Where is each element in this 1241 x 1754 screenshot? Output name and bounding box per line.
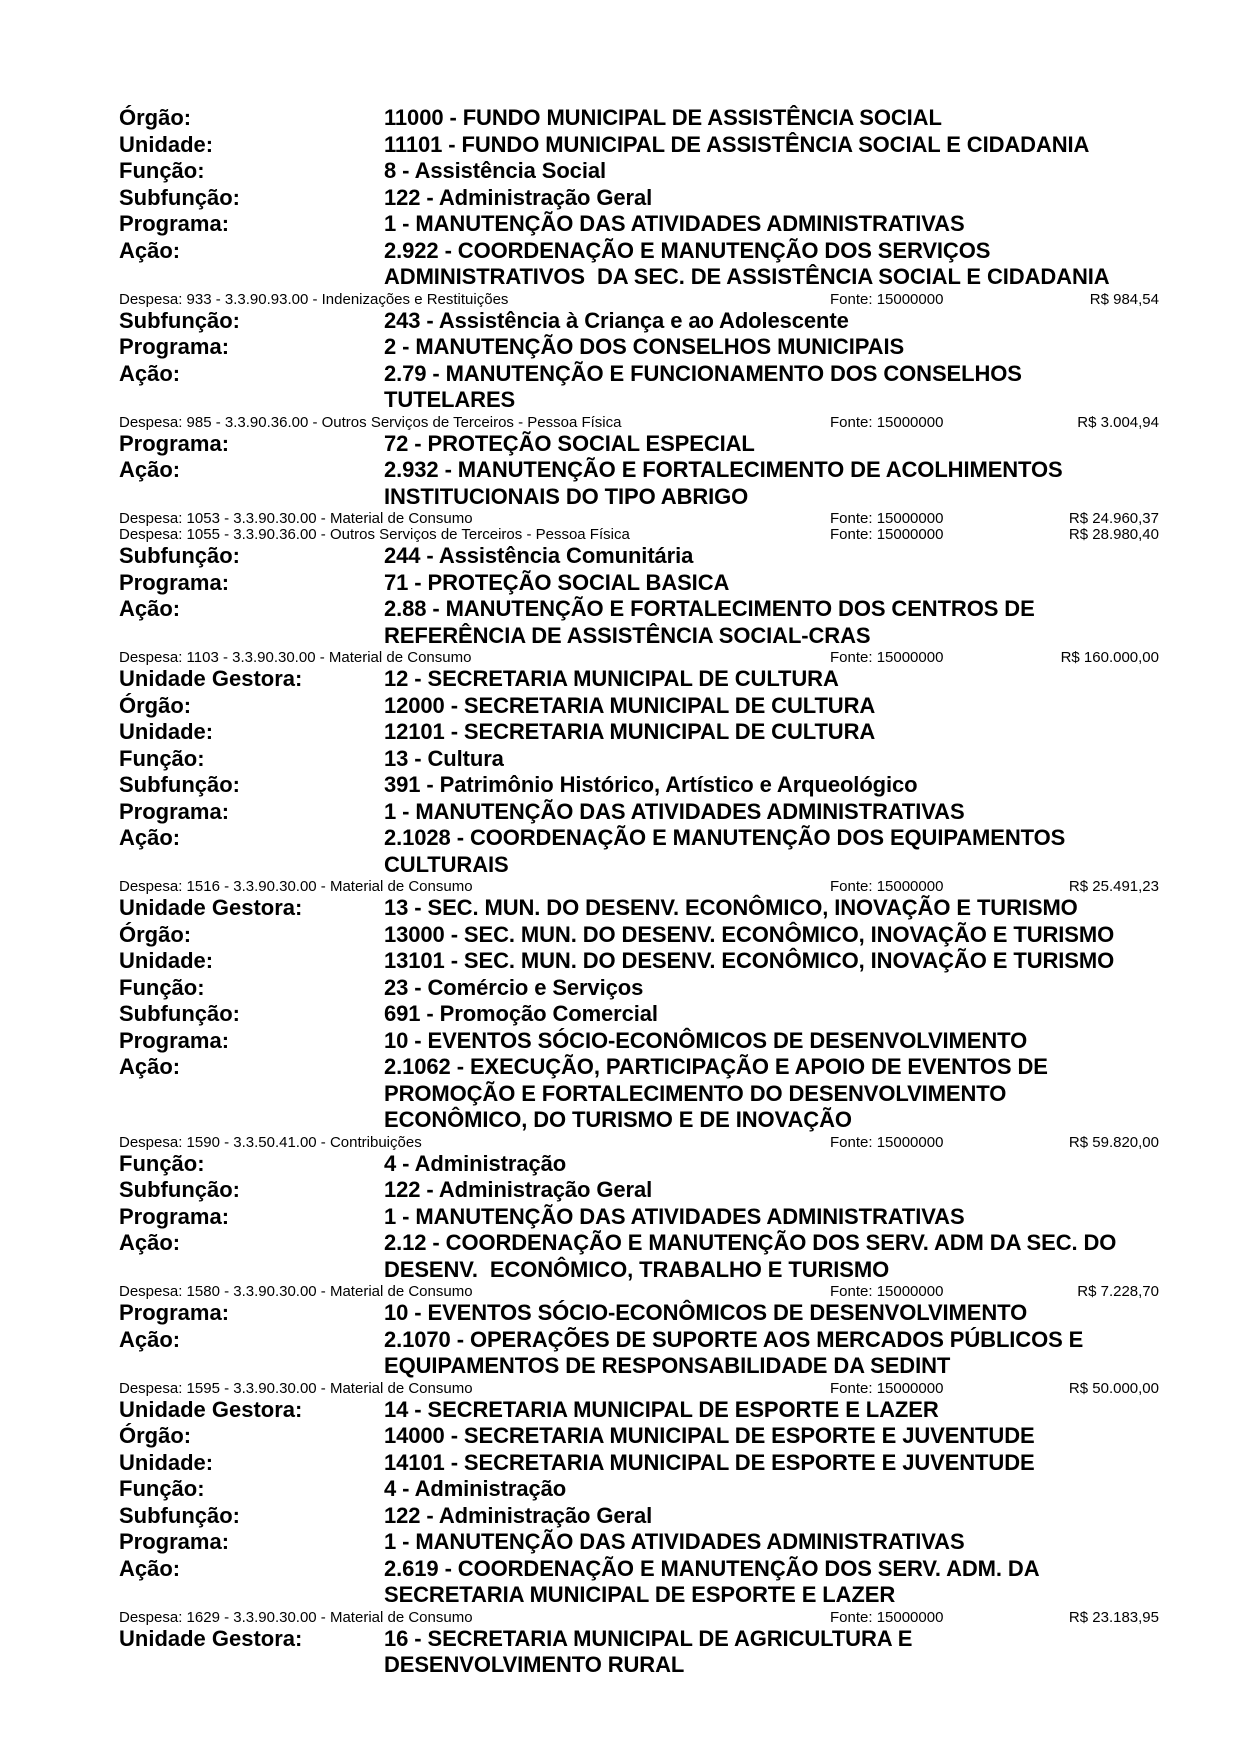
classification-row	[119, 1300, 1159, 1327]
expense-description: Despesa: 1580 - 3.3.90.30.00 - Material de Consumo	[119, 1284, 473, 1299]
classification-value: 10 - EVENTOS SÓCIO-ECONÔMICOS DE DESENVOLVIMENTO	[384, 1027, 1028, 1053]
classification-value: 13000 - SEC. MUN. DO DESENV. ECONÔMICO, INOVAÇÃO E TURISMO	[384, 921, 1115, 947]
classification-value: 13 - Cultura	[384, 745, 504, 771]
classification-label: Programa:	[119, 430, 230, 456]
classification-value: 391 - Patrimônio Histórico, Artístico e Arqueológico	[384, 772, 918, 797]
classification-label: Programa:	[119, 1027, 230, 1053]
classification-row	[119, 1028, 1159, 1055]
expense-amount: R$ 7.228,70	[1077, 1283, 1159, 1300]
classification-row	[119, 799, 1159, 826]
expense-amount: R$ 50.000,00	[1068, 1379, 1159, 1397]
classification-row	[119, 772, 1159, 799]
classification-value: 122 - Administração Geral	[384, 184, 653, 210]
classification-value: 10 - EVENTOS SÓCIO-ECONÔMICOS DE DESENVOLVIMENTO	[384, 1300, 1028, 1325]
classification-row	[119, 825, 1159, 878]
expense-amount: R$ 23.183,95	[1068, 1608, 1159, 1626]
expense-amount: R$ 28.980,40	[1068, 526, 1159, 543]
expense-source: Fonte: 15000000	[830, 290, 944, 308]
classification-value: 1 - MANUTENÇÃO DAS ATIVIDADES ADMINISTRATIVAS	[384, 1203, 965, 1229]
classification-value: 13101 - SEC. MUN. DO DESENV. ECONÔMICO, INOVAÇÃO E TURISMO	[384, 948, 1115, 973]
classification-label: Ação:	[119, 1230, 181, 1255]
classification-label: Subfunção:	[119, 1001, 240, 1026]
classification-value: 14101 - SECRETARIA MUNICIPAL DE ESPORTE E JUVENTUDE	[384, 1449, 1035, 1475]
classification-value: 12101 - SECRETARIA MUNICIPAL DE CULTURA	[384, 719, 876, 744]
classification-label: Ação:	[119, 825, 181, 850]
classification-row	[119, 719, 1159, 746]
classification-label: Subfunção:	[119, 1502, 240, 1528]
classification-row	[119, 543, 1159, 570]
classification-value: 2.922 - COORDENAÇÃO E MANUTENÇÃO DOS SERVIÇOS ADMINISTRATIVOS DA SEC. DE ASSISTÊNCIA SOCIAL E CIDADANIA	[384, 237, 1110, 289]
expense-source: Fonte: 15000000	[830, 1608, 944, 1626]
classification-row	[119, 1054, 1159, 1134]
classification-row	[119, 693, 1159, 720]
classification-row	[119, 570, 1159, 597]
expense-amount: R$ 25.491,23	[1068, 878, 1159, 895]
classification-row	[119, 895, 1159, 922]
classification-row	[119, 1327, 1159, 1380]
classification-row	[119, 596, 1159, 649]
expense-description: Despesa: 1590 - 3.3.50.41.00 - Contribuições	[119, 1134, 422, 1150]
classification-value: 1 - MANUTENÇÃO DAS ATIVIDADES ADMINISTRATIVAS	[384, 1529, 965, 1554]
classification-value: 2.88 - MANUTENÇÃO E FORTALECIMENTO DOS CENTROS DE REFERÊNCIA DE ASSISTÊNCIA SOCIAL-CRAS	[384, 596, 1035, 648]
classification-value: 23 - Comércio e Serviços	[384, 974, 644, 1000]
classification-label: Subfunção:	[119, 307, 240, 333]
classification-row	[119, 1450, 1159, 1477]
budget-document	[119, 105, 1159, 1679]
classification-label: Função:	[119, 1150, 205, 1176]
classification-value: 11101 - FUNDO MUNICIPAL DE ASSISTÊNCIA SOCIAL E CIDADANIA	[384, 131, 1090, 157]
classification-label: Função:	[119, 745, 205, 771]
classification-value: 11000 - FUNDO MUNICIPAL DE ASSISTÊNCIA SOCIAL	[384, 105, 942, 130]
classification-value: 2.12 - COORDENAÇÃO E MANUTENÇÃO DOS SERV. ADM DA SEC. DO DESENV. ECONÔMICO, TRABALHO E TURISMO	[384, 1230, 1117, 1282]
classification-label: Subfunção:	[119, 184, 240, 210]
classification-label: Unidade:	[119, 131, 214, 157]
classification-value: 2.1062 - EXECUÇÃO, PARTICIPAÇÃO E APOIO DE EVENTOS DE PROMOÇÃO E FORTALECIMENTO DO DESENVOLVIMENTO ECONÔMICO, DO TURISMO E DE INOVAÇÃO	[384, 1054, 1048, 1132]
classification-value: 14 - SECRETARIA MUNICIPAL DE ESPORTE E LAZER	[384, 1396, 939, 1422]
classification-value: 12000 - SECRETARIA MUNICIPAL DE CULTURA	[384, 692, 876, 718]
classification-label: Programa:	[119, 569, 230, 595]
expense-amount: R$ 59.820,00	[1068, 1133, 1159, 1151]
expense-description: Despesa: 1103 - 3.3.90.30.00 - Material de Consumo	[119, 650, 472, 665]
expense-source: Fonte: 15000000	[830, 526, 944, 543]
expense-source: Fonte: 15000000	[830, 1379, 944, 1397]
expense-row	[119, 415, 1159, 430]
classification-row	[119, 948, 1159, 975]
classification-label: Ação:	[119, 457, 181, 482]
classification-row	[119, 1503, 1159, 1530]
expense-description: Despesa: 985 - 3.3.90.36.00 - Outros Serviços de Terceiros - Pessoa Física	[119, 414, 622, 430]
classification-row	[119, 1626, 1159, 1679]
classification-row	[119, 746, 1159, 773]
classification-label: Subfunção:	[119, 772, 240, 797]
classification-value: 1 - MANUTENÇÃO DAS ATIVIDADES ADMINISTRATIVAS	[384, 211, 965, 236]
classification-label: Ação:	[119, 596, 181, 621]
classification-label: Unidade:	[119, 719, 214, 744]
classification-label: Programa:	[119, 1300, 230, 1325]
classification-value: 1 - MANUTENÇÃO DAS ATIVIDADES ADMINISTRATIVAS	[384, 798, 965, 824]
expense-source: Fonte: 15000000	[830, 1133, 944, 1151]
classification-label: Órgão:	[119, 105, 192, 130]
classification-value: 8 - Assistência Social	[384, 158, 606, 183]
classification-row	[119, 105, 1159, 132]
classification-value: 2.619 - COORDENAÇÃO E MANUTENÇÃO DOS SERV. ADM. DA SECRETARIA MUNICIPAL DE ESPORTE E LAZER	[384, 1555, 1040, 1607]
classification-label: Programa:	[119, 1529, 230, 1554]
expense-description: Despesa: 1629 - 3.3.90.30.00 - Material de Consumo	[119, 1609, 473, 1625]
expense-row	[119, 511, 1159, 526]
classification-value: 122 - Administração Geral	[384, 1177, 653, 1202]
classification-label: Órgão:	[119, 921, 192, 947]
expense-description: Despesa: 1055 - 3.3.90.36.00 - Outros Serviços de Terceiros - Pessoa Física	[119, 527, 630, 542]
classification-row	[119, 334, 1159, 361]
classification-label: Unidade Gestora:	[119, 1396, 303, 1422]
classification-value: 122 - Administração Geral	[384, 1502, 653, 1528]
classification-label: Unidade Gestora:	[119, 895, 303, 920]
classification-label: Ação:	[119, 1555, 181, 1581]
classification-label: Programa:	[119, 798, 230, 824]
classification-label: Órgão:	[119, 692, 192, 718]
expense-amount: R$ 160.000,00	[1060, 649, 1159, 666]
classification-value: 13 - SEC. MUN. DO DESENV. ECONÔMICO, INOVAÇÃO E TURISMO	[384, 895, 1078, 920]
classification-label: Programa:	[119, 1203, 230, 1229]
classification-row	[119, 211, 1159, 238]
classification-label: Função:	[119, 974, 205, 1000]
classification-value: 243 - Assistência à Criança e ao Adolescente	[384, 307, 849, 333]
classification-row	[119, 361, 1159, 414]
classification-row	[119, 975, 1159, 1002]
classification-value: 691 - Promoção Comercial	[384, 1001, 658, 1026]
expense-row	[119, 1381, 1159, 1396]
classification-label: Unidade Gestora:	[119, 666, 303, 691]
classification-value: 4 - Administração	[384, 1476, 567, 1501]
expense-source: Fonte: 15000000	[830, 413, 944, 431]
classification-value: 244 - Assistência Comunitária	[384, 543, 694, 568]
classification-value: 2 - MANUTENÇÃO DOS CONSELHOS MUNICIPAIS	[384, 334, 905, 359]
expense-row	[119, 1135, 1159, 1150]
classification-row	[119, 1423, 1159, 1450]
classification-label: Ação:	[119, 237, 181, 263]
classification-value: 71 - PROTEÇÃO SOCIAL BASICA	[384, 569, 730, 595]
expense-amount: R$ 24.960,37	[1068, 510, 1159, 527]
expense-source: Fonte: 15000000	[830, 1283, 944, 1300]
classification-label: Órgão:	[119, 1423, 192, 1448]
classification-row	[119, 1476, 1159, 1503]
expense-description: Despesa: 1595 - 3.3.90.30.00 - Material de Consumo	[119, 1380, 473, 1396]
classification-value: 2.1028 - COORDENAÇÃO E MANUTENÇÃO DOS EQUIPAMENTOS CULTURAIS	[384, 825, 1066, 877]
classification-label: Unidade:	[119, 1449, 214, 1475]
classification-row	[119, 922, 1159, 949]
classification-row	[119, 185, 1159, 212]
classification-row	[119, 1204, 1159, 1231]
classification-value: 14000 - SECRETARIA MUNICIPAL DE ESPORTE E JUVENTUDE	[384, 1423, 1035, 1448]
expense-row	[119, 1284, 1159, 1299]
classification-row	[119, 132, 1159, 159]
classification-label: Ação:	[119, 1054, 181, 1079]
classification-row	[119, 158, 1159, 185]
classification-row	[119, 1397, 1159, 1424]
classification-value: 72 - PROTEÇÃO SOCIAL ESPECIAL	[384, 430, 755, 456]
classification-row	[119, 238, 1159, 291]
classification-row	[119, 666, 1159, 693]
expense-source: Fonte: 15000000	[830, 649, 944, 666]
classification-row	[119, 308, 1159, 335]
classification-value: 4 - Administração	[384, 1150, 567, 1176]
classification-row	[119, 1001, 1159, 1028]
classification-label: Subfunção:	[119, 543, 240, 568]
expense-amount: R$ 984,54	[1089, 290, 1159, 308]
expense-row	[119, 292, 1159, 307]
classification-label: Ação:	[119, 360, 181, 386]
expense-description: Despesa: 933 - 3.3.90.93.00 - Indenizações e Restituições	[119, 291, 509, 307]
classification-label: Programa:	[119, 211, 230, 236]
classification-value: 12 - SECRETARIA MUNICIPAL DE CULTURA	[384, 666, 839, 691]
classification-value: 2.79 - MANUTENÇÃO E FUNCIONAMENTO DOS CONSELHOS TUTELARES	[384, 360, 1022, 412]
classification-label: Unidade:	[119, 948, 214, 973]
classification-label: Função:	[119, 1476, 205, 1501]
expense-row	[119, 527, 1159, 542]
classification-label: Ação:	[119, 1326, 181, 1352]
expense-description: Despesa: 1053 - 3.3.90.30.00 - Material de Consumo	[119, 511, 473, 526]
expense-row	[119, 1610, 1159, 1625]
expense-source: Fonte: 15000000	[830, 510, 944, 527]
classification-row	[119, 1151, 1159, 1178]
classification-row	[119, 457, 1159, 510]
expense-amount: R$ 3.004,94	[1077, 413, 1159, 431]
classification-label: Função:	[119, 158, 205, 183]
expense-row	[119, 650, 1159, 665]
classification-value: 2.1070 - OPERAÇÕES DE SUPORTE AOS MERCADOS PÚBLICOS E EQUIPAMENTOS DE RESPONSABILIDADE DA SEDINT	[384, 1326, 1084, 1378]
classification-label: Unidade Gestora:	[119, 1625, 303, 1651]
classification-value: 2.932 - MANUTENÇÃO E FORTALECIMENTO DE ACOLHIMENTOS INSTITUCIONAIS DO TIPO ABRIGO	[384, 457, 1063, 509]
classification-row	[119, 1230, 1159, 1283]
expense-description: Despesa: 1516 - 3.3.90.30.00 - Material de Consumo	[119, 879, 473, 894]
classification-row	[119, 1177, 1159, 1204]
classification-label: Subfunção:	[119, 1177, 240, 1202]
classification-label: Programa:	[119, 334, 230, 359]
expense-source: Fonte: 15000000	[830, 878, 944, 895]
classification-row	[119, 431, 1159, 458]
classification-value: 16 - SECRETARIA MUNICIPAL DE AGRICULTURA E DESENVOLVIMENTO RURAL	[384, 1625, 913, 1677]
classification-row	[119, 1556, 1159, 1609]
expense-row	[119, 879, 1159, 894]
classification-row	[119, 1529, 1159, 1556]
